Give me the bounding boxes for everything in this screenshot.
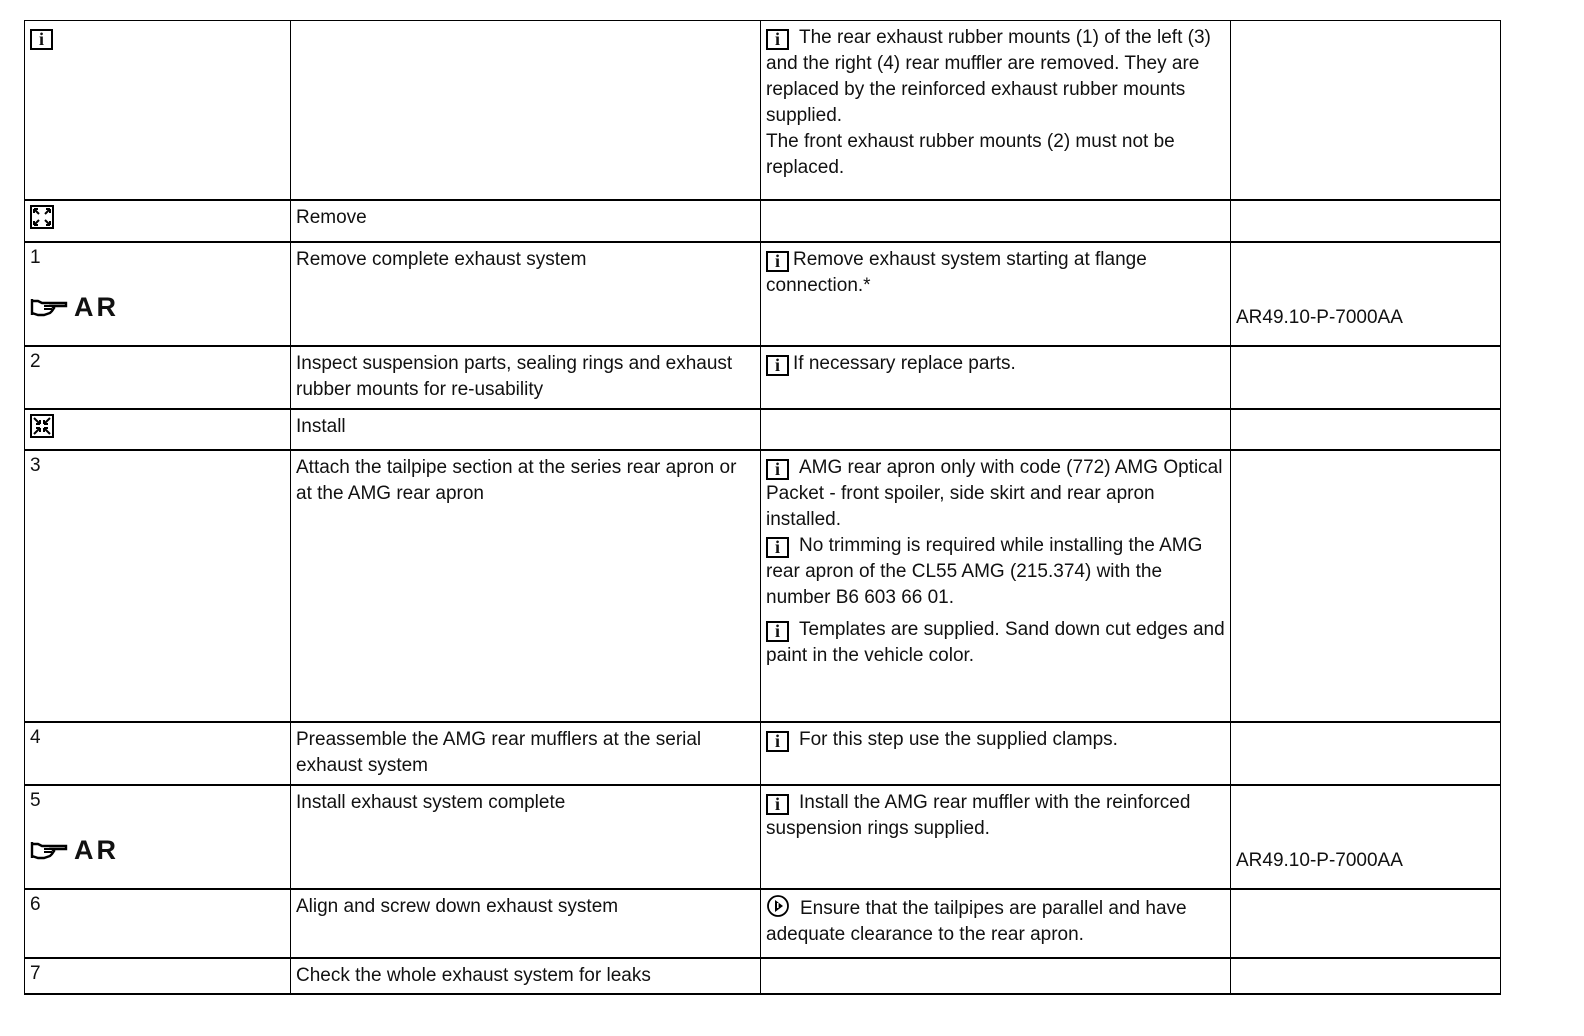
action-cell: Install exhaust system complete: [291, 785, 761, 889]
table-row: [25, 346, 1501, 409]
action-cell: Remove complete exhaust system: [291, 242, 761, 346]
reference-cell: [1231, 346, 1501, 409]
notes-cell: [761, 785, 1231, 889]
remove-icon: [30, 205, 285, 229]
ar-label: AR: [74, 291, 119, 322]
ar-reference-marker: [30, 293, 119, 321]
notes-cell: [761, 242, 1231, 346]
ar-document-link[interactable]: AR49.10-P-7000AA: [1236, 849, 1403, 871]
step-cell: [25, 785, 291, 889]
action-cell: Preassemble the AMG rear mufflers at the serial exhaust system: [291, 722, 761, 785]
reference-cell: [1231, 21, 1501, 200]
install-icon: [30, 414, 285, 438]
note-text: For this step use the supplied clamps.: [799, 728, 1118, 750]
section-heading: Install: [291, 409, 761, 450]
notes-cell: [761, 200, 1231, 242]
step-number: 3: [30, 454, 41, 476]
info-icon: i: [766, 621, 789, 642]
step-cell: [25, 722, 291, 785]
reference-cell: [1231, 409, 1501, 450]
action-cell: Align and screw down exhaust system: [291, 889, 761, 958]
table-row: [25, 450, 1501, 722]
action-cell: Check the whole exhaust system for leaks: [291, 958, 761, 994]
notes-cell: [761, 450, 1231, 722]
step-cell: [25, 958, 291, 994]
step-number: 1: [30, 246, 41, 268]
step-number: 4: [30, 726, 41, 748]
note-text: No trimming is required while installing the AMG rear apron of the CL55 AMG (215.374) with the number B6 603 66 01.: [766, 534, 1203, 608]
table-row: [25, 958, 1501, 994]
warning-icon: [766, 894, 790, 918]
step-number: 2: [30, 350, 41, 372]
reference-cell: [1231, 889, 1501, 958]
info-icon: i: [766, 794, 789, 815]
table-row: [25, 722, 1501, 785]
table-row: [25, 200, 1501, 242]
note-text: The front exhaust rubber mounts (2) must not be replaced.: [766, 131, 1175, 178]
notes-cell: [761, 958, 1231, 994]
step-cell: [25, 889, 291, 958]
note-text: AMG rear apron only with code (772) AMG Optical Packet - front spoiler, side skirt and rear apron installed.: [766, 456, 1223, 530]
step-number: 7: [30, 962, 41, 984]
info-icon: i: [30, 29, 53, 50]
note-text: If necessary replace parts.: [793, 352, 1016, 374]
reference-cell: [1231, 450, 1501, 722]
step-number: 5: [30, 789, 41, 811]
info-icon: i: [766, 731, 789, 752]
reference-cell: [1231, 722, 1501, 785]
table-row: [25, 889, 1501, 958]
notes-cell: [761, 889, 1231, 958]
step-cell: [25, 242, 291, 346]
action-cell: Inspect suspension parts, sealing rings and exhaust rubber mounts for re-usability: [291, 346, 761, 409]
note-text: Install the AMG rear muffler with the reinforced suspension rings supplied.: [766, 791, 1191, 839]
notes-cell: [761, 409, 1231, 450]
notes-cell: [761, 21, 1231, 200]
ar-document-link[interactable]: AR49.10-P-7000AA: [1236, 306, 1403, 328]
note-text: Ensure that the tailpipes are parallel and have adequate clearance to the rear apron.: [766, 897, 1187, 945]
step-cell: [25, 450, 291, 722]
notes-cell: [761, 346, 1231, 409]
table-row: [25, 242, 1501, 346]
info-icon: i: [766, 537, 789, 558]
step-cell: [25, 409, 291, 450]
action-cell: Attach the tailpipe section at the series rear apron or at the AMG rear apron: [291, 450, 761, 722]
info-icon: i: [766, 251, 789, 272]
table-row: [25, 409, 1501, 450]
notes-cell: [761, 722, 1231, 785]
table-row: [25, 785, 1501, 889]
info-icon: i: [766, 29, 789, 50]
action-cell: [291, 21, 761, 200]
pointing-hand-icon: [30, 295, 70, 319]
step-cell: [25, 200, 291, 242]
ar-label: AR: [74, 834, 119, 865]
reference-cell: [1231, 958, 1501, 994]
reference-cell: [1231, 785, 1501, 889]
note-text: The rear exhaust rubber mounts (1) of the left (3) and the right (4) rear muffler are removed. They are replaced by the reinforced exhaust rubber mounts supplied.: [766, 27, 1211, 126]
reference-cell: [1231, 200, 1501, 242]
info-icon: i: [766, 459, 789, 480]
reference-cell: [1231, 242, 1501, 346]
step-cell: [25, 21, 291, 200]
note-text: Templates are supplied. Sand down cut edges and paint in the vehicle color.: [766, 618, 1225, 666]
step-number: 6: [30, 893, 41, 915]
pointing-hand-icon: [30, 838, 70, 862]
section-heading: Remove: [291, 200, 761, 242]
info-icon: i: [766, 355, 789, 376]
ar-reference-marker: [30, 836, 119, 864]
note-text: Remove exhaust system starting at flange connection.*: [766, 248, 1147, 296]
step-cell: [25, 346, 291, 409]
repair-instructions-table: [24, 20, 1501, 995]
table-row: [25, 21, 1501, 200]
